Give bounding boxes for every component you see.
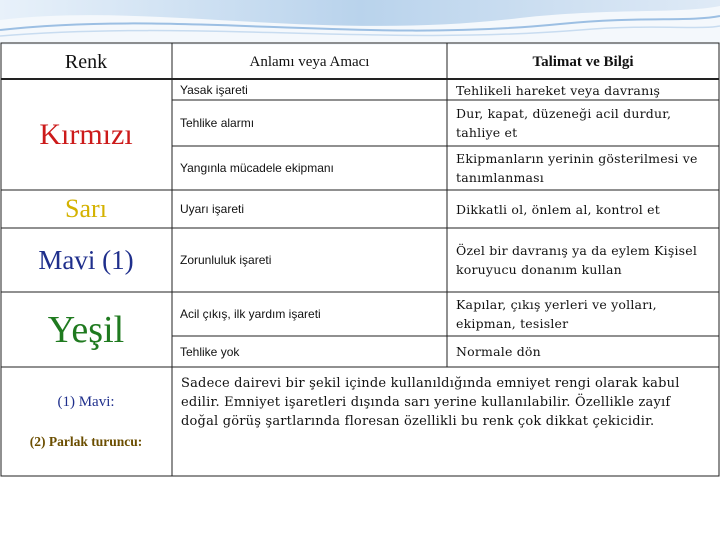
color-red: Kırmızı <box>39 118 133 151</box>
meaning-emergency-exit: Acil çıkış, ilk yardım işareti <box>180 307 321 321</box>
header-meaning: Anlamı veya Amacı <box>249 53 370 70</box>
instruction-return-normal: Normale dön <box>456 344 541 359</box>
instruction-ppe: Özel bir davranış ya da eylem Kişisel koruyucu donanım kullan <box>456 243 698 277</box>
color-yellow: Sarı <box>65 194 107 223</box>
color-green: Yeşil <box>47 308 125 351</box>
color-blue: Mavi (1) <box>38 244 134 275</box>
meaning-no-danger: Tehlike yok <box>180 344 240 359</box>
meaning-danger-alarm: Tehlike alarmı <box>180 116 255 130</box>
meaning-firefighting: Yangınla mücadele ekipmanı <box>180 161 334 175</box>
note-label-blue: (1) Mavi: <box>57 393 115 410</box>
header-color: Renk <box>64 50 108 73</box>
note-text: Sadece dairevi bir şekil içinde kullanıldığında emniyet rengi olarak kabul edilir. Emniyet işaretleri dışında sarı yerine kullanılabilir. Özellikle zayıf doğal görüş şartlarında floresan özellikli bu renk çok dikkat çekicidir. <box>181 376 680 429</box>
instruction-stop: Dur, kapat, düzeneği acil durdur, tahliye et <box>456 106 672 140</box>
meaning-mandatory: Zorunluluk işareti <box>180 253 272 267</box>
meaning-warning: Uyarı işareti <box>180 202 245 216</box>
meaning-prohibition: Yasak işareti <box>180 83 248 97</box>
header-decoration <box>0 0 720 45</box>
instruction-exits: Kapılar, çıkış yerleri ve yolları, ekipman, tesisler <box>456 297 657 331</box>
instruction-dangerous-behavior: Tehlikeli hareket veya davranış <box>456 82 661 98</box>
instruction-equipment-location: Ekipmanların yerinin gösterilmesi ve tanımlanması <box>456 151 698 185</box>
note-label-orange: (2) Parlak turuncu: <box>29 434 143 449</box>
instruction-caution: Dikkatli ol, önlem al, kontrol et <box>456 201 660 217</box>
header-instruction: Talimat ve Bilgi <box>532 53 634 70</box>
